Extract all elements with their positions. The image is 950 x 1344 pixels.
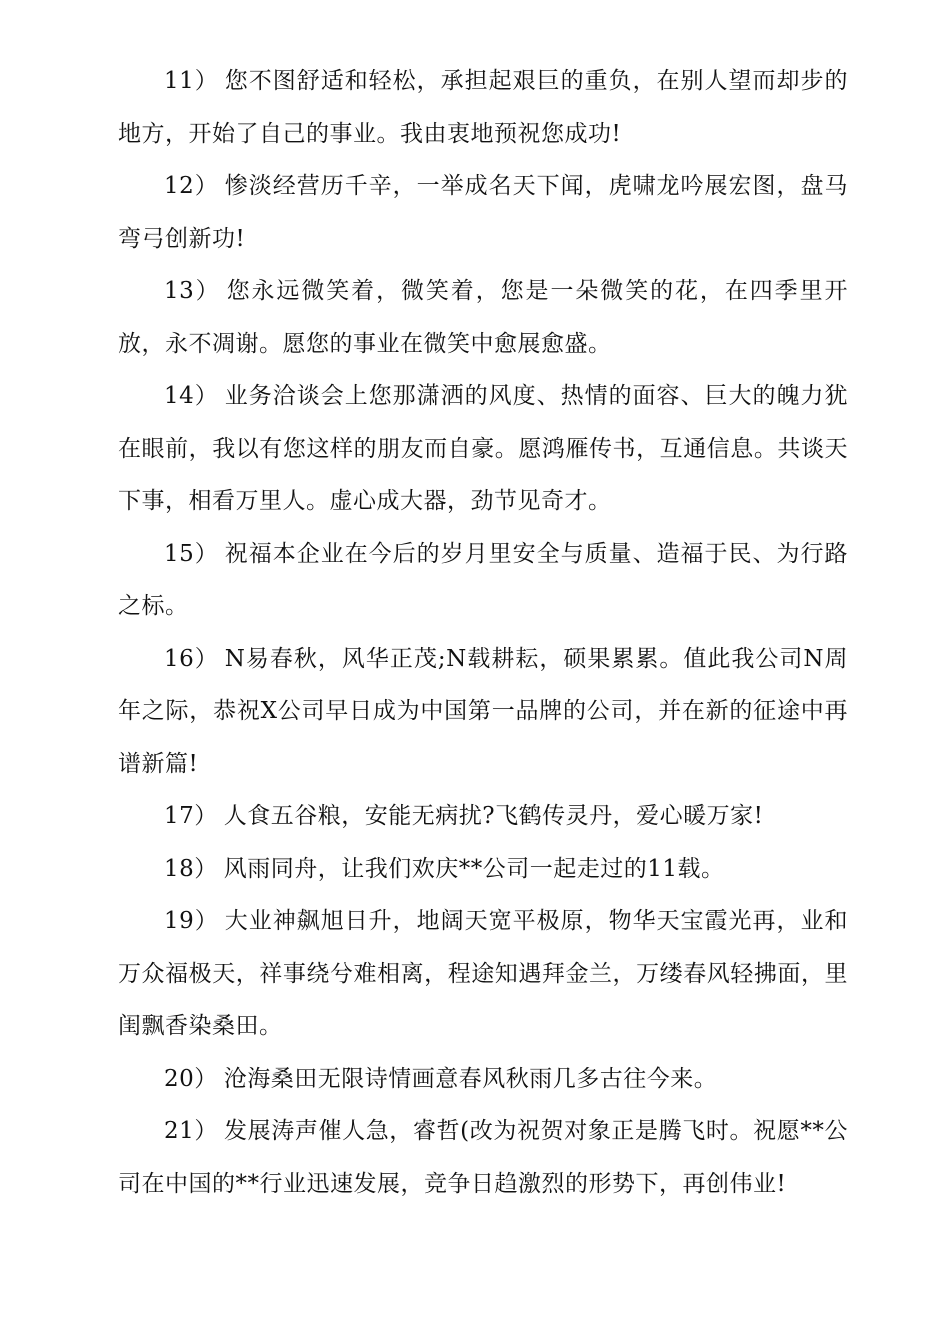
paragraph-text: 发展涛声催人急，睿哲(改为祝贺对象正是腾飞时。祝愿**公司在中国的**行业迅速发展，竞争日趋激烈的形势下，再创伟业! (118, 1118, 848, 1197)
paragraph-21 (118, 1105, 848, 1210)
paragraph-text: 沧海桑田无限诗情画意春风秋雨几多古往今来。 (223, 1065, 718, 1092)
paragraph-text: 惨淡经营历千辛，一举成名天下闻，虎啸龙吟展宏图，盘马弯弓创新功! (118, 173, 848, 252)
paragraph-19 (118, 895, 848, 1053)
paragraph-number: 15） (164, 540, 219, 567)
paragraph-number: 12） (164, 173, 219, 199)
document-body (118, 55, 848, 1210)
paragraph-text: 业务洽谈会上您那潇洒的风度、热情的面容、巨大的魄力犹在眼前，我以有您这样的朋友而自豪。愿鸿雁传书，互通信息。共谈天下事，相看万里人。虚心成大器，劲节见奇才。 (118, 383, 848, 514)
paragraph-text: 风雨同舟，让我们欢庆**公司一起走过的11载。 (223, 855, 725, 882)
paragraph-number: 17） (164, 803, 218, 829)
paragraph-17 (118, 790, 848, 843)
paragraph-number: 20） (164, 1065, 218, 1092)
paragraph-text: N易春秋，风华正茂;N载耕耘，硕果累累。值此我公司N周年之际，恭祝X公司早日成为中国第一品牌的公司，并在新的征途中再谱新篇! (118, 645, 848, 777)
paragraph-13 (118, 265, 848, 370)
paragraph-20 (118, 1053, 848, 1106)
paragraph-14 (118, 370, 848, 528)
paragraph-number: 18） (164, 855, 218, 882)
paragraph-12 (118, 160, 848, 265)
paragraph-11 (118, 55, 848, 160)
paragraph-number: 16） (164, 645, 219, 672)
paragraph-text: 人食五谷粮，安能无病扰?飞鹤传灵丹，爱心暖万家! (223, 803, 764, 829)
paragraph-number: 11） (164, 68, 219, 94)
paragraph-text: 您不图舒适和轻松，承担起艰巨的重负，在别人望而却步的地方，开始了自己的事业。我由衷地预祝您成功! (118, 68, 848, 147)
paragraph-number: 13） (164, 278, 221, 304)
paragraph-number: 14） (164, 383, 219, 409)
paragraph-text: 您永远微笑着，微笑着，您是一朵微笑的花，在四季里开放，永不凋谢。愿您的事业在微笑中愈展愈盛。 (118, 278, 848, 357)
paragraph-text: 大业神飙旭日升，地阔天宽平极原，物华天宝霞光再，业和万众福极天，祥事绕兮难相离，程途知遇拜金兰，万缕春风轻拂面，里闺飘香染桑田。 (118, 908, 848, 1039)
paragraph-text: 祝福本企业在今后的岁月里安全与质量、造福于民、为行路之标。 (118, 540, 848, 619)
paragraph-number: 21） (164, 1118, 218, 1144)
paragraph-15 (118, 528, 848, 633)
paragraph-18 (118, 843, 848, 896)
paragraph-16 (118, 633, 848, 791)
paragraph-number: 19） (164, 908, 219, 934)
